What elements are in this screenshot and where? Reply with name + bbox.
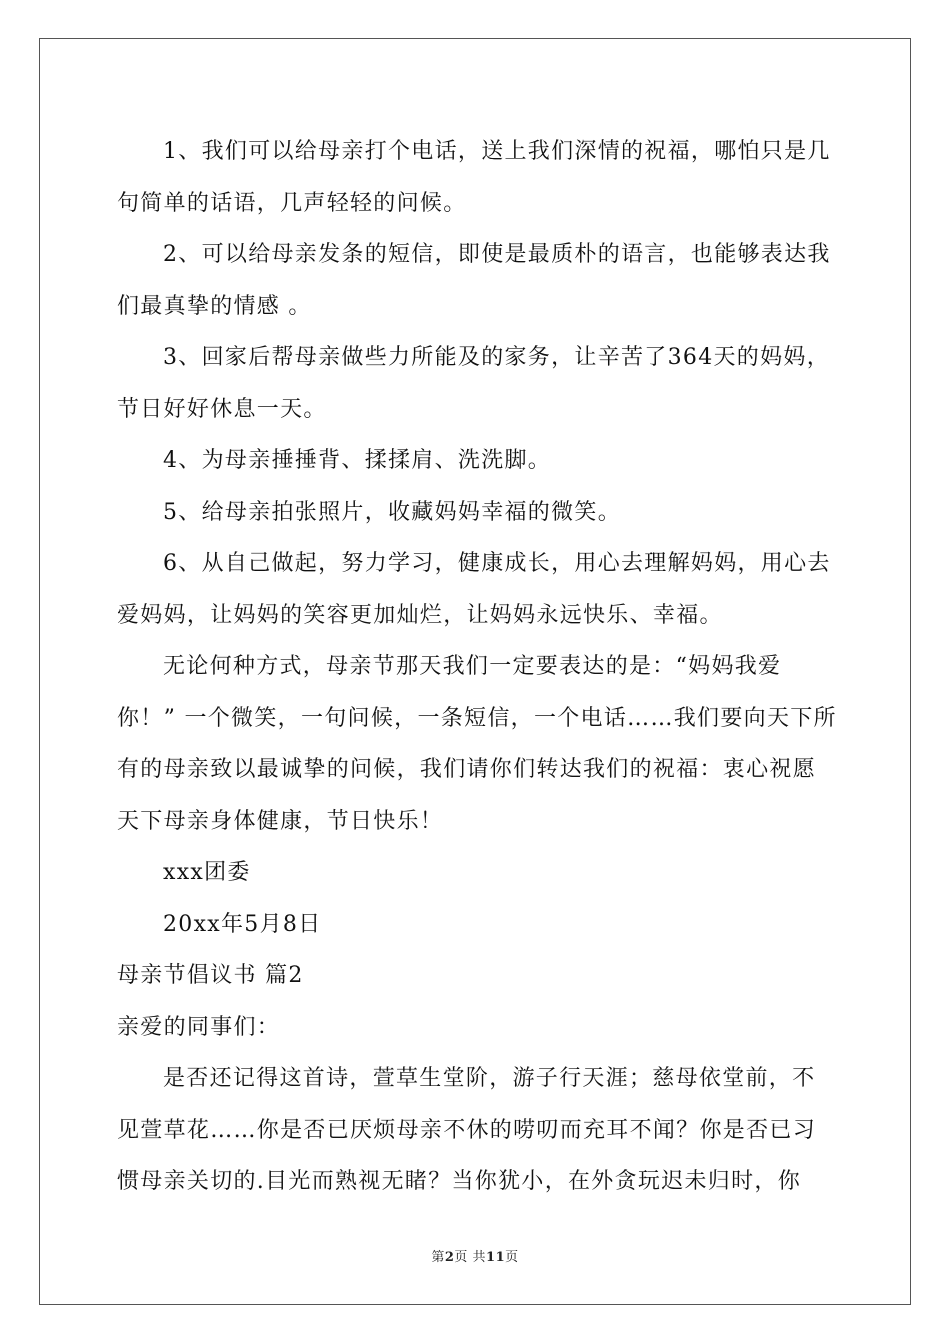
signature-org: xxx团委 [163,860,251,885]
paragraph-1: 1、我们可以给母亲打个电话，送上我们深情的祝福，哪怕只是几句简单的话语，几声轻轻的问候。 [117,139,831,216]
paragraph-closing: 无论何种方式，母亲节那天我们一定要表达的是：“妈妈我爱你！” 一个微笑，一句问候，一条短信，一个电话……我们要向天下所有的母亲致以最诚挚的问候，我们请你们转达我们的祝福：衷心祝愿天下母亲身体健康，节日快乐！ [117,654,837,834]
page-mid: 页 共 [454,1250,487,1265]
paragraph-6: 6、从自己做起，努力学习，健康成长，用心去理解妈妈，用心去爱妈妈，让妈妈的笑容更加灿烂，让妈妈永远快乐、幸福。 [117,551,831,628]
paragraph-4: 4、为母亲捶捶背、揉揉肩、洗洗脚。 [163,448,552,473]
signature-date: 20xx年5月8日 [163,911,322,937]
page-suffix: 页 [505,1250,519,1265]
page-prefix: 第 [431,1250,445,1265]
page-current: 2 [444,1250,455,1265]
salutation: 亲爱的同事们： [117,1014,281,1040]
section-title: 母亲节倡议书 篇2 [117,963,304,988]
paragraph-5: 5、给母亲拍张照片，收藏妈妈幸福的微笑。 [163,499,621,525]
page-total: 11 [486,1250,506,1265]
page-footer [0,1246,950,1265]
paragraph-2: 2、可以给母亲发条的短信，即使是最质朴的语言，也能够表达我们最真挚的情感 。 [117,242,831,319]
document-body [117,126,837,1208]
paragraph-3: 3、回家后帮母亲做些力所能及的家务，让辛苦了364天的妈妈，节日好好休息一天。 [117,345,830,422]
paragraph-body-2: 是否还记得这首诗，萱草生堂阶，游子行天涯；慈母依堂前，不见萱草花……你是否已厌烦母亲不休的唠叨而充耳不闻？你是否已习惯母亲关切的.目光而熟视无睹？当你犹小，在外贪玩迟未归时，你 [117,1066,817,1194]
